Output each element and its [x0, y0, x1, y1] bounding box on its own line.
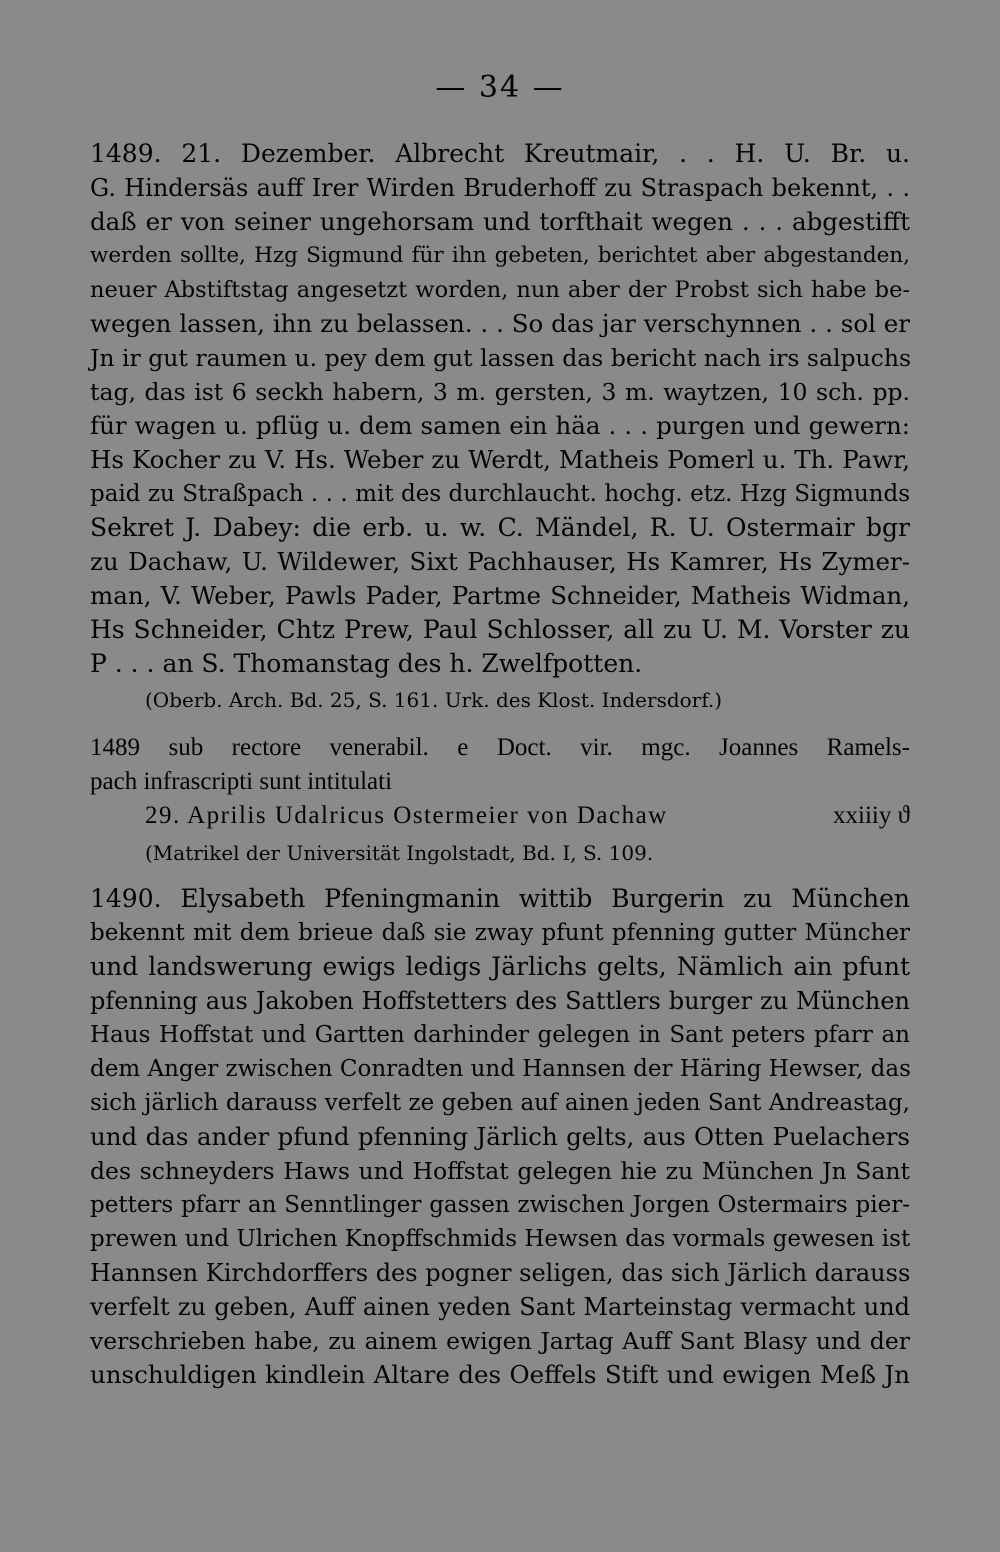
entry-line: tag, das ist 6 seckh habern, 3 m. gersten, 3 m. waytzen, 10 sch. pp.: [90, 378, 910, 406]
entry-line: P . . . an S. Thomanstag des h. Zwelfpotten.: [90, 649, 643, 678]
entry-line: dem Anger zwischen Conradten und Hannsen der Häring Hewser, das: [90, 1056, 911, 1082]
entry-line: und landswerung ewigs ledigs Järlichs gelts, Nämlich ain pfunt: [90, 952, 910, 981]
entry-line: Haus Hoffstat und Gartten darhinder gelegen in Sant peters pfarr an: [90, 1022, 910, 1048]
entry-line: zu Dachaw, U. Wildewer, Sixt Pachhauser, Hs Kamrer, Hs Zymer-: [90, 547, 910, 576]
entry-line: Hs Kocher zu V. Hs. Weber zu Werdt, Matheis Pomerl u. Th. Pawr,: [90, 445, 910, 474]
entry-line: verschrieben habe, zu ainem ewigen Jartag Auff Sant Blasy und der: [90, 1327, 910, 1355]
entry-line: unschuldigen kindlein Altare des Oeffels Stift und ewigen Meß Jn: [90, 1360, 910, 1389]
entry-line: 1489 sub rectore venerabil. e Doct. vir. mgc. Joannes Ramels-: [90, 734, 910, 761]
entry-line: daß er von seiner ungehorsam und torfthait wegen . . . abgestifft: [90, 207, 910, 236]
entry-line: des schneyders Haws und Hoffstat gelegen hie zu München Jn Sant: [90, 1157, 910, 1185]
entry-line: werden sollte, Hzg Sigmund für ihn gebeten, berichtet aber abgestanden,: [90, 243, 910, 268]
entry-line: paid zu Straßpach . . . mit des durchlaucht. hochg. etz. Hzg Sigmunds: [90, 481, 910, 507]
entry-line: wegen lassen, ihn zu belassen. . . So das jar verschynnen . . sol er: [90, 309, 910, 338]
source-citation: (Matrikel der Universität Ingolstadt, Bd. I, S. 109.: [145, 841, 654, 865]
entry-line: pach infrascripti sunt intitulati: [90, 768, 393, 795]
entry-line: Jn ir gut raumen u. pey dem gut lassen das bericht nach irs salpuchs: [90, 344, 912, 372]
source-citation: (Oberb. Arch. Bd. 25, S. 161. Urk. des Klost. Indersdorf.): [145, 688, 723, 712]
matrikel-fee: xxiiiy ϑ: [833, 802, 910, 829]
matrikel-name: 29. Aprilis Udalricus Ostermeier von Dachaw: [145, 802, 668, 829]
entry-line: und das ander pfund pfenning Järlich gelts, aus Otten Puelachers: [90, 1122, 910, 1151]
entry-line: 1490. Elysabeth Pfeningmanin wittib Burgerin zu München: [90, 884, 910, 913]
entry-line: Hs Schneider, Chtz Prew, Paul Schlosser, all zu U. M. Vorster zu: [90, 615, 910, 644]
page-number: — 34 —: [435, 70, 565, 105]
entry-line: G. Hindersäs auff Irer Wirden Bruderhoff zu Straspach bekennt, . .: [90, 174, 910, 202]
entry-line: bekennt mit dem brieue daß sie zway pfunt pfenning gutter Müncher: [90, 920, 910, 946]
entry-line: verfelt zu geben, Auff ainen yeden Sant Marteinstag vermacht und: [90, 1293, 910, 1321]
entry-line: Sekret J. Dabey: die erb. u. w. C. Mändel, R. U. Ostermair bgr: [90, 513, 910, 542]
entry-line: für wagen u. pflüg u. dem samen ein häa . . . purgen und gewern:: [90, 411, 910, 440]
entry-line: pfenning aus Jakoben Hoffstetters des Sattlers burger zu München: [90, 987, 910, 1015]
matrikel-entry: [145, 799, 910, 833]
entry-line: sich järlich darauss verfelt ze geben auf ainen jeden Sant Andreastag,: [90, 1090, 910, 1116]
entry-line: petters pfarr an Senntlinger gassen zwischen Jorgen Ostermairs pier-: [90, 1192, 910, 1218]
entry-line: 1489. 21. Dezember. Albrecht Kreutmair, . . H. U. Br. u.: [90, 139, 910, 168]
entry-line: neuer Abstiftstag angesetzt worden, nun aber der Probst sich habe be-: [90, 277, 910, 303]
entry-line: man, V. Weber, Pawls Pader, Partme Schneider, Matheis Widman,: [90, 581, 910, 610]
entry-line: Hannsen Kirchdorffers des pogner seligen, das sich Järlich darauss: [90, 1259, 911, 1287]
entry-line: prewen und Ulrichen Knopffschmids Hewsen das vormals gewesen ist: [90, 1226, 911, 1252]
